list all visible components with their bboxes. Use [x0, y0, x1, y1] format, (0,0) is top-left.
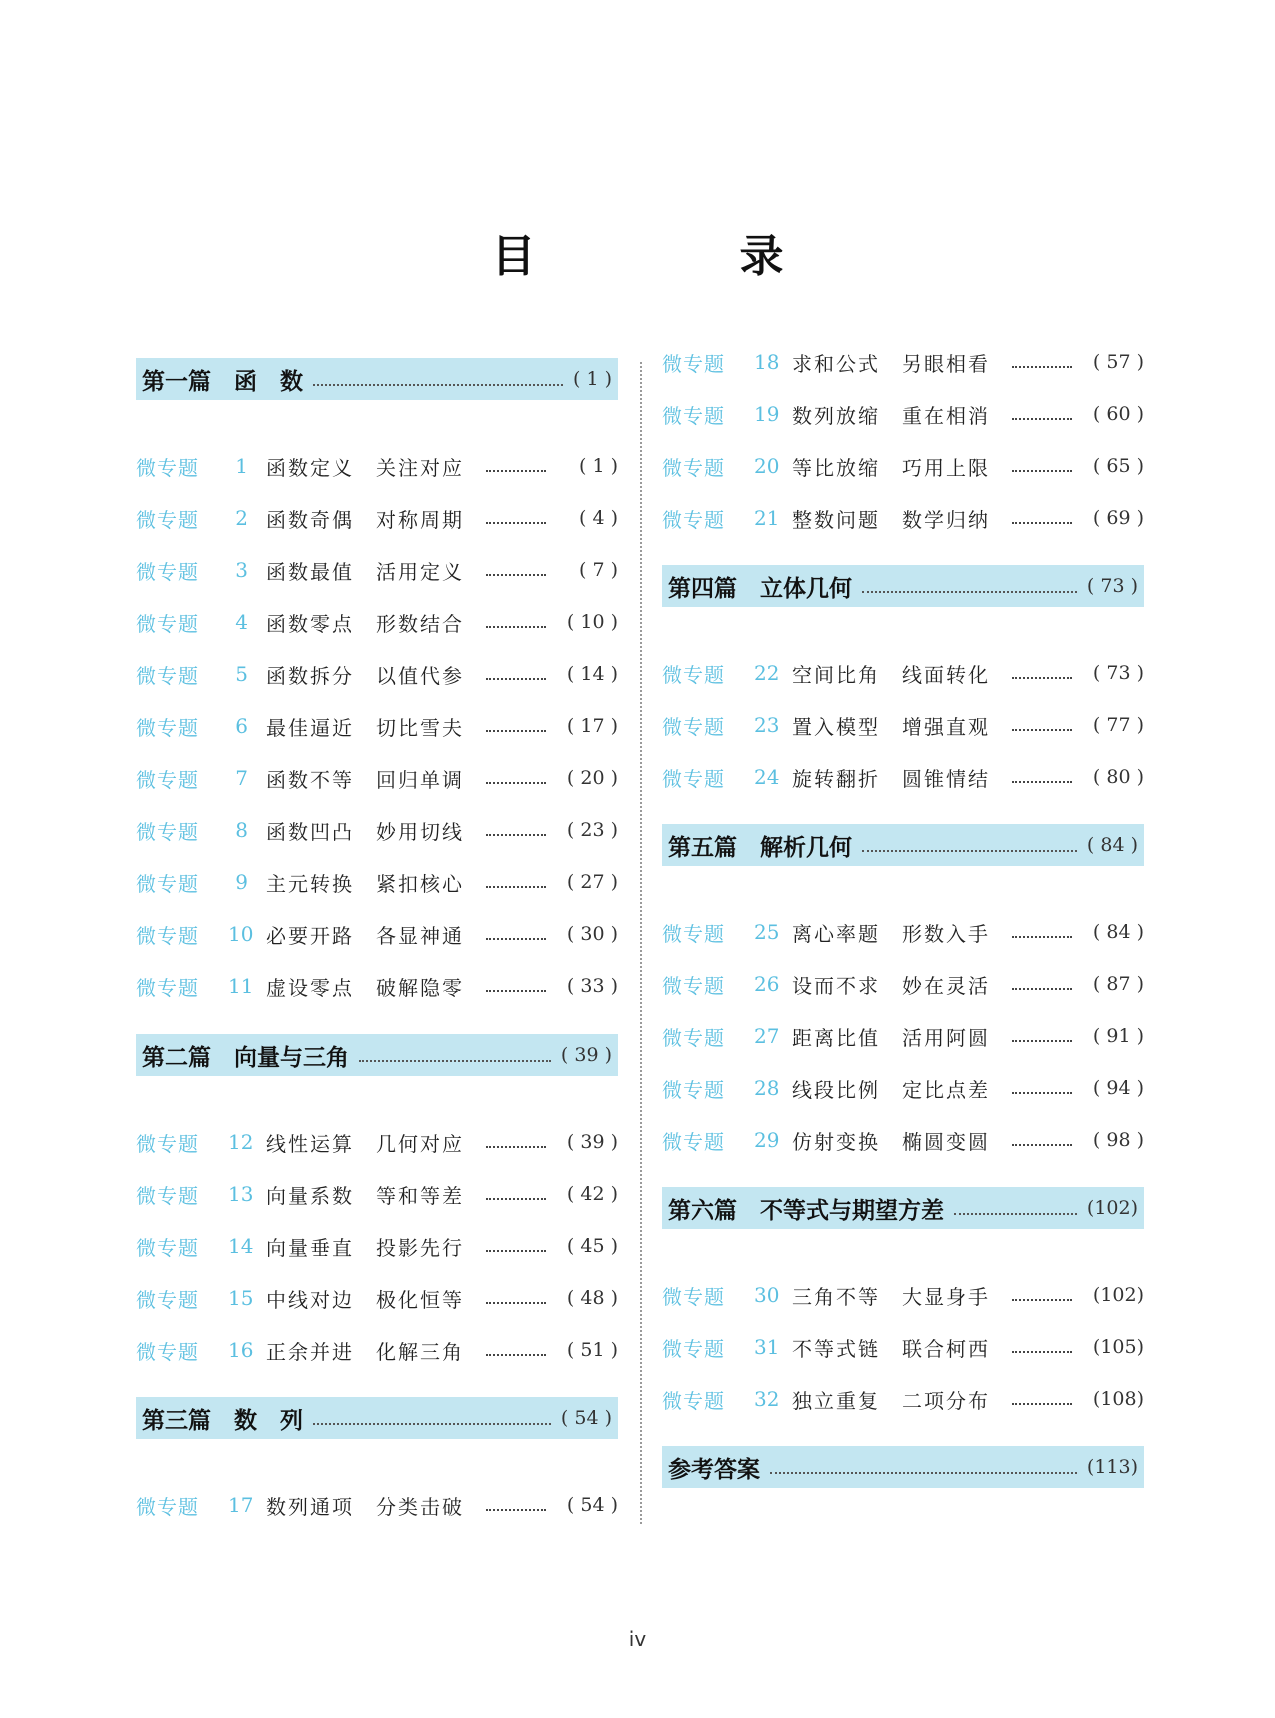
section-page: ( 54 ): [560, 1407, 612, 1429]
entry-label: 微专题: [662, 1336, 725, 1361]
section-page: (102): [1086, 1197, 1138, 1219]
entry-page: ( 4 ): [579, 507, 618, 529]
entry-page: ( 60 ): [1092, 403, 1144, 425]
toc-entry: [136, 1490, 618, 1520]
entry-title-1: 函数拆分: [266, 663, 354, 688]
entry-title-1: 向量系数: [266, 1183, 354, 1208]
entry-label: 微专题: [662, 455, 725, 480]
entry-page: ( 69 ): [1092, 507, 1144, 529]
entry-title-2: 关注对应: [376, 455, 464, 480]
entry-number: 10: [228, 922, 254, 946]
entry-title-2: 巧用上限: [902, 455, 990, 480]
entry-title-2: 紧扣核心: [376, 871, 464, 896]
leader-dots: [1012, 1341, 1072, 1353]
entry-title-2: 妙在灵活: [902, 973, 990, 998]
entry-title-1: 数列通项: [266, 1494, 354, 1519]
leader-dots: [486, 1240, 546, 1252]
section-title: 第一篇 函 数: [142, 368, 303, 395]
entry-title-2: 椭圆变圆: [902, 1129, 990, 1154]
entry-page: ( 98 ): [1092, 1129, 1144, 1151]
entry-number: 4: [235, 610, 248, 634]
entry-title-2: 形数入手: [902, 921, 990, 946]
leader-dots: [1012, 356, 1072, 368]
entry-title-2: 极化恒等: [376, 1287, 464, 1312]
leader-dots: [486, 1188, 546, 1200]
toc-entry: [662, 347, 1144, 377]
entry-label: 微专题: [136, 1183, 199, 1208]
entry-label: 微专题: [662, 1284, 725, 1309]
entry-title-2: 二项分布: [902, 1388, 990, 1413]
entry-title-2: 破解隐零: [376, 975, 464, 1000]
entry-number: 7: [235, 766, 248, 790]
entry-label: 微专题: [662, 507, 725, 532]
entry-title-2: 各显神通: [376, 923, 464, 948]
entry-number: 18: [754, 350, 780, 374]
entry-title-2: 另眼相看: [902, 351, 990, 376]
section-header: [136, 1034, 618, 1076]
leader-dots: [486, 772, 546, 784]
leader-dots: [359, 1048, 551, 1062]
entry-page: ( 7 ): [579, 559, 618, 581]
toc-entry: [136, 971, 618, 1001]
entry-page: ( 20 ): [566, 767, 618, 789]
entry-title-1: 最佳逼近: [266, 715, 354, 740]
entry-title-2: 投影先行: [376, 1235, 464, 1260]
leader-dots: [486, 824, 546, 836]
toc-entry: [136, 451, 618, 481]
toc-entry: [662, 451, 1144, 481]
leader-dots: [1012, 1289, 1072, 1301]
section-page: ( 1 ): [573, 368, 612, 390]
entry-page: ( 51 ): [566, 1339, 618, 1361]
entry-page: ( 73 ): [1092, 662, 1144, 684]
entry-title-2: 几何对应: [376, 1131, 464, 1156]
entry-page: ( 77 ): [1092, 714, 1144, 736]
toc-entry: [662, 762, 1144, 792]
toc-entry: [662, 1384, 1144, 1414]
entry-page: (108): [1092, 1388, 1144, 1410]
page-number: iv: [628, 1627, 647, 1651]
leader-dots: [1012, 926, 1072, 938]
entry-label: 微专题: [662, 1129, 725, 1154]
leader-dots: [486, 512, 546, 524]
entry-number: 23: [754, 713, 780, 737]
leader-dots: [862, 579, 1077, 593]
entry-label: 微专题: [136, 1131, 199, 1156]
section-title: 第三篇 数 列: [142, 1407, 303, 1434]
section-header: [662, 1446, 1144, 1488]
entry-number: 20: [754, 454, 780, 478]
leader-dots: [1012, 667, 1072, 679]
entry-title-2: 增强直观: [902, 714, 990, 739]
section-header: [662, 1187, 1144, 1229]
leader-dots: [954, 1201, 1077, 1215]
entry-title-2: 等和等差: [376, 1183, 464, 1208]
entry-page: ( 1 ): [579, 455, 618, 477]
leader-dots: [1012, 771, 1072, 783]
leader-dots: [486, 720, 546, 732]
section-header: [662, 824, 1144, 866]
toc-entry: [136, 1335, 618, 1365]
toc-entry: [662, 969, 1144, 999]
leader-dots: [486, 1136, 546, 1148]
entry-page: ( 10 ): [566, 611, 618, 633]
entry-title-2: 数学归纳: [902, 507, 990, 532]
entry-number: 1: [235, 454, 248, 478]
entry-title-2: 线面转化: [902, 662, 990, 687]
entry-title-2: 形数结合: [376, 611, 464, 636]
leader-dots: [486, 1292, 546, 1304]
section-title: 第四篇 立体几何: [668, 575, 852, 602]
entry-label: 微专题: [136, 1287, 199, 1312]
entry-title-1: 仿射变换: [792, 1129, 880, 1154]
entry-title-1: 置入模型: [792, 714, 880, 739]
section-title: 第五篇 解析几何: [668, 834, 852, 861]
entry-number: 13: [228, 1182, 254, 1206]
toc-entry: [136, 503, 618, 533]
section-header: [662, 565, 1144, 607]
entry-title-2: 重在相消: [902, 403, 990, 428]
entry-title-2: 以值代参: [376, 663, 464, 688]
entry-label: 微专题: [136, 871, 199, 896]
entry-label: 微专题: [662, 351, 725, 376]
section-header: [136, 1397, 618, 1439]
leader-dots: [770, 1460, 1077, 1474]
section-page: (113): [1086, 1456, 1138, 1478]
entry-number: 16: [228, 1338, 254, 1362]
entry-title-1: 整数问题: [792, 507, 880, 532]
leader-dots: [1012, 1134, 1072, 1146]
entry-number: 3: [235, 558, 248, 582]
entry-label: 微专题: [136, 559, 199, 584]
entry-number: 26: [754, 972, 780, 996]
entry-title-2: 切比雪夫: [376, 715, 464, 740]
entry-number: 9: [235, 870, 248, 894]
toc-entry: [662, 503, 1144, 533]
leader-dots: [313, 1411, 551, 1425]
toc-entry: [662, 658, 1144, 688]
entry-number: 22: [754, 661, 780, 685]
entry-label: 微专题: [136, 1339, 199, 1364]
leader-dots: [486, 1344, 546, 1356]
entry-label: 微专题: [662, 766, 725, 791]
entry-page: ( 65 ): [1092, 455, 1144, 477]
section-title: 第二篇 向量与三角: [142, 1044, 349, 1071]
entry-title-1: 正余并进: [266, 1339, 354, 1364]
entry-label: 微专题: [662, 662, 725, 687]
entry-number: 29: [754, 1128, 780, 1152]
entry-number: 6: [235, 714, 248, 738]
entry-number: 30: [754, 1283, 780, 1307]
entry-title-2: 回归单调: [376, 767, 464, 792]
toc-entry: [662, 710, 1144, 740]
leader-dots: [1012, 408, 1072, 420]
toc-entry: [136, 1127, 618, 1157]
entry-page: ( 39 ): [566, 1131, 618, 1153]
entry-title-1: 线段比例: [792, 1077, 880, 1102]
leader-dots: [486, 616, 546, 628]
leader-dots: [486, 876, 546, 888]
entry-title-1: 求和公式: [792, 351, 880, 376]
entry-title-2: 化解三角: [376, 1339, 464, 1364]
leader-dots: [313, 372, 563, 386]
entry-number: 5: [235, 662, 248, 686]
entry-title-1: 空间比角: [792, 662, 880, 687]
entry-title-1: 虚设零点: [266, 975, 354, 1000]
page-title: 目 录: [491, 231, 864, 282]
entry-page: ( 87 ): [1092, 973, 1144, 995]
entry-number: 15: [228, 1286, 254, 1310]
leader-dots: [1012, 978, 1072, 990]
leader-dots: [486, 980, 546, 992]
toc-entry: [136, 763, 618, 793]
leader-dots: [1012, 1082, 1072, 1094]
entry-page: ( 42 ): [566, 1183, 618, 1205]
entry-number: 25: [754, 920, 780, 944]
entry-page: ( 27 ): [566, 871, 618, 893]
leader-dots: [486, 1499, 546, 1511]
entry-title-1: 等比放缩: [792, 455, 880, 480]
toc-entry: [136, 815, 618, 845]
section-title: 第六篇 不等式与期望方差: [668, 1197, 944, 1224]
leader-dots: [862, 838, 1077, 852]
entry-title-1: 离心率题: [792, 921, 880, 946]
toc-entry: [136, 919, 618, 949]
entry-page: ( 84 ): [1092, 921, 1144, 943]
entry-number: 28: [754, 1076, 780, 1100]
entry-title-1: 向量垂直: [266, 1235, 354, 1260]
section-page: ( 84 ): [1086, 834, 1138, 856]
entry-label: 微专题: [136, 1235, 199, 1260]
entry-title-1: 必要开路: [266, 923, 354, 948]
toc-entry: [136, 867, 618, 897]
entry-title-1: 函数定义: [266, 455, 354, 480]
entry-number: 11: [228, 974, 254, 998]
section-page: ( 39 ): [560, 1044, 612, 1066]
entry-title-2: 分类击破: [376, 1494, 464, 1519]
toc-entry: [136, 607, 618, 637]
entry-page: ( 14 ): [566, 663, 618, 685]
entry-page: ( 23 ): [566, 819, 618, 841]
toc-entry: [662, 1073, 1144, 1103]
toc-entry: [662, 1332, 1144, 1362]
leader-dots: [486, 564, 546, 576]
entry-title-2: 大显身手: [902, 1284, 990, 1309]
entry-title-1: 距离比值: [792, 1025, 880, 1050]
entry-title-1: 函数凹凸: [266, 819, 354, 844]
entry-number: 19: [754, 402, 780, 426]
entry-number: 27: [754, 1024, 780, 1048]
entry-title-1: 数列放缩: [792, 403, 880, 428]
toc-entry: [662, 399, 1144, 429]
entry-label: 微专题: [136, 923, 199, 948]
entry-title-2: 对称周期: [376, 507, 464, 532]
entry-title-1: 函数最值: [266, 559, 354, 584]
column-divider: [640, 362, 642, 1524]
entry-label: 微专题: [136, 1494, 199, 1519]
entry-label: 微专题: [136, 455, 199, 480]
entry-title-1: 函数零点: [266, 611, 354, 636]
entry-label: 微专题: [136, 715, 199, 740]
entry-label: 微专题: [662, 1025, 725, 1050]
entry-page: ( 91 ): [1092, 1025, 1144, 1047]
entry-page: ( 48 ): [566, 1287, 618, 1309]
entry-page: ( 33 ): [566, 975, 618, 997]
entry-number: 32: [754, 1387, 780, 1411]
entry-title-1: 独立重复: [792, 1388, 880, 1413]
entry-page: ( 54 ): [566, 1494, 618, 1516]
entry-page: ( 17 ): [566, 715, 618, 737]
toc-entry: [136, 555, 618, 585]
entry-label: 微专题: [136, 663, 199, 688]
entry-page: ( 94 ): [1092, 1077, 1144, 1099]
leader-dots: [1012, 1030, 1072, 1042]
entry-title-1: 设而不求: [792, 973, 880, 998]
entry-label: 微专题: [136, 507, 199, 532]
entry-title-2: 妙用切线: [376, 819, 464, 844]
entry-label: 微专题: [136, 819, 199, 844]
entry-page: ( 45 ): [566, 1235, 618, 1257]
leader-dots: [1012, 719, 1072, 731]
leader-dots: [1012, 1393, 1072, 1405]
toc-entry: [136, 659, 618, 689]
entry-page: (105): [1092, 1336, 1144, 1358]
entry-label: 微专题: [136, 975, 199, 1000]
entry-label: 微专题: [662, 403, 725, 428]
entry-label: 微专题: [136, 767, 199, 792]
toc-entry: [136, 1179, 618, 1209]
toc-entry: [136, 1283, 618, 1313]
entry-title-2: 联合柯西: [902, 1336, 990, 1361]
entry-number: 21: [754, 506, 780, 530]
toc-entry: [662, 1125, 1144, 1155]
entry-label: 微专题: [662, 1077, 725, 1102]
leader-dots: [486, 460, 546, 472]
entry-title-2: 活用定义: [376, 559, 464, 584]
entry-title-2: 定比点差: [902, 1077, 990, 1102]
entry-title-1: 旋转翻折: [792, 766, 880, 791]
section-header: [136, 358, 618, 400]
section-page: ( 73 ): [1086, 575, 1138, 597]
entry-title-1: 线性运算: [266, 1131, 354, 1156]
leader-dots: [1012, 512, 1072, 524]
entry-label: 微专题: [662, 921, 725, 946]
entry-number: 12: [228, 1130, 254, 1154]
leader-dots: [486, 928, 546, 940]
entry-number: 17: [228, 1493, 254, 1517]
entry-page: ( 57 ): [1092, 351, 1144, 373]
leader-dots: [486, 668, 546, 680]
entry-title-2: 活用阿圆: [902, 1025, 990, 1050]
toc-entry: [136, 1231, 618, 1261]
entry-page: (102): [1092, 1284, 1144, 1306]
entry-title-2: 圆锥情结: [902, 766, 990, 791]
leader-dots: [1012, 460, 1072, 472]
entry-label: 微专题: [662, 1388, 725, 1413]
entry-label: 微专题: [136, 611, 199, 636]
entry-number: 31: [754, 1335, 780, 1359]
entry-number: 8: [235, 818, 248, 842]
toc-entry: [136, 711, 618, 741]
entry-title-1: 中线对边: [266, 1287, 354, 1312]
toc-entry: [662, 1021, 1144, 1051]
section-title: 参考答案: [668, 1456, 760, 1483]
entry-title-1: 不等式链: [792, 1336, 880, 1361]
entry-label: 微专题: [662, 714, 725, 739]
toc-entry: [662, 1280, 1144, 1310]
entry-title-1: 函数不等: [266, 767, 354, 792]
entry-title-1: 主元转换: [266, 871, 354, 896]
toc-entry: [662, 917, 1144, 947]
entry-title-1: 函数奇偶: [266, 507, 354, 532]
entry-number: 14: [228, 1234, 254, 1258]
entry-page: ( 80 ): [1092, 766, 1144, 788]
entry-number: 24: [754, 765, 780, 789]
entry-label: 微专题: [662, 973, 725, 998]
entry-number: 2: [235, 506, 248, 530]
entry-page: ( 30 ): [566, 923, 618, 945]
entry-title-1: 三角不等: [792, 1284, 880, 1309]
